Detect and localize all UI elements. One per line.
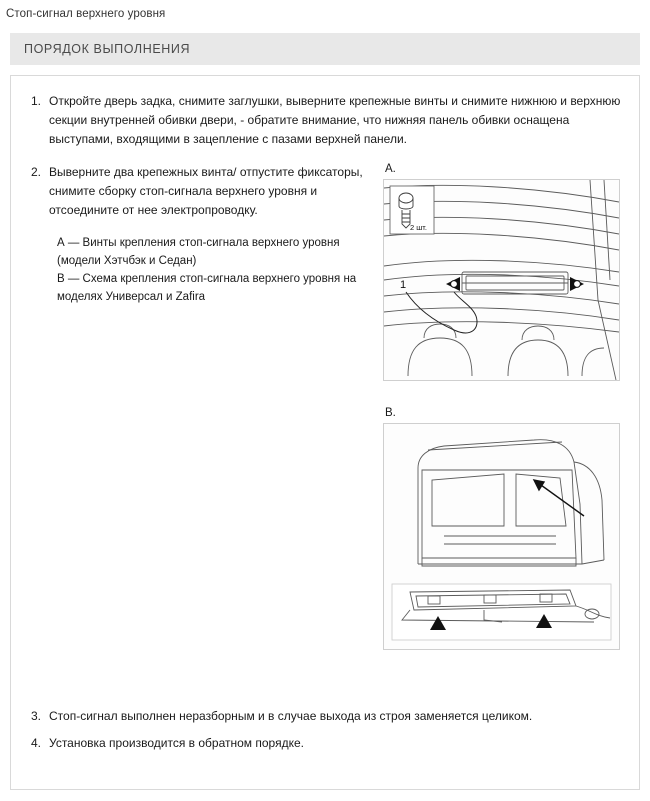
- figure-a-screw-inset: [390, 186, 434, 234]
- step-number: 3.: [30, 709, 41, 723]
- section-header-bar: [10, 33, 640, 65]
- step-text: Откройте дверь задка, снимите заглушки, выверните крепежные винты и снимите нижнюю и верхнюю секции внутренней обивки двери, - обратите внимание, что нижняя панель обивки оснащена выступами, входящими в зацепление с пазами верхней панели.: [49, 94, 621, 146]
- step-text: Выверните два крепежных винта/ отпустите фиксаторы, снимите сборку стоп-сигнала верхнего уровня и отсоедините от нее электропроводку.: [49, 165, 363, 217]
- bottom-steps: [25, 707, 625, 761]
- figure-a-callout-number: 1: [400, 279, 407, 291]
- figure-a-screw-count: 2 шт.: [410, 223, 427, 232]
- figure-legend: [57, 234, 367, 306]
- procedure-step-3: [25, 707, 625, 726]
- figure-b-image: [383, 423, 620, 650]
- step-2-with-figures: [25, 163, 625, 650]
- figure-b-illustration: [384, 424, 619, 649]
- figures-column: [383, 163, 623, 650]
- procedure-step-4: [25, 734, 625, 753]
- screw-arrow-right: [570, 277, 584, 291]
- step-2-text-column: [25, 163, 375, 306]
- figure-a-illustration: [384, 180, 619, 380]
- step-number: 1.: [30, 94, 41, 108]
- procedure-step-2: [25, 163, 375, 220]
- procedure-content-box: [10, 75, 640, 790]
- step-text: Стоп-сигнал выполнен неразборным и в случае выхода из строя заменяется целиком.: [49, 709, 533, 723]
- step-text: Установка производится в обратном порядке.: [49, 736, 304, 750]
- section-header-title: ПОРЯДОК ВЫПОЛНЕНИЯ: [24, 42, 191, 56]
- step-number: 4.: [30, 736, 41, 750]
- screw-arrow-left: [446, 277, 460, 291]
- step-number: 2.: [30, 165, 41, 179]
- procedure-step-1: [25, 92, 625, 149]
- legend-line-b: В — Схема крепления стоп-сигнала верхнего уровня на моделях Универсал и Zafira: [57, 273, 357, 303]
- page-title: Стоп-сигнал верхнего уровня: [6, 8, 166, 20]
- figure-b-label: В.: [385, 407, 396, 419]
- legend-line-a: А — Винты крепления стоп-сигнала верхнего уровня (модели Хэтчбэк и Седан): [57, 237, 340, 267]
- figure-a-label: А.: [385, 163, 396, 175]
- figure-a-image: [383, 179, 620, 381]
